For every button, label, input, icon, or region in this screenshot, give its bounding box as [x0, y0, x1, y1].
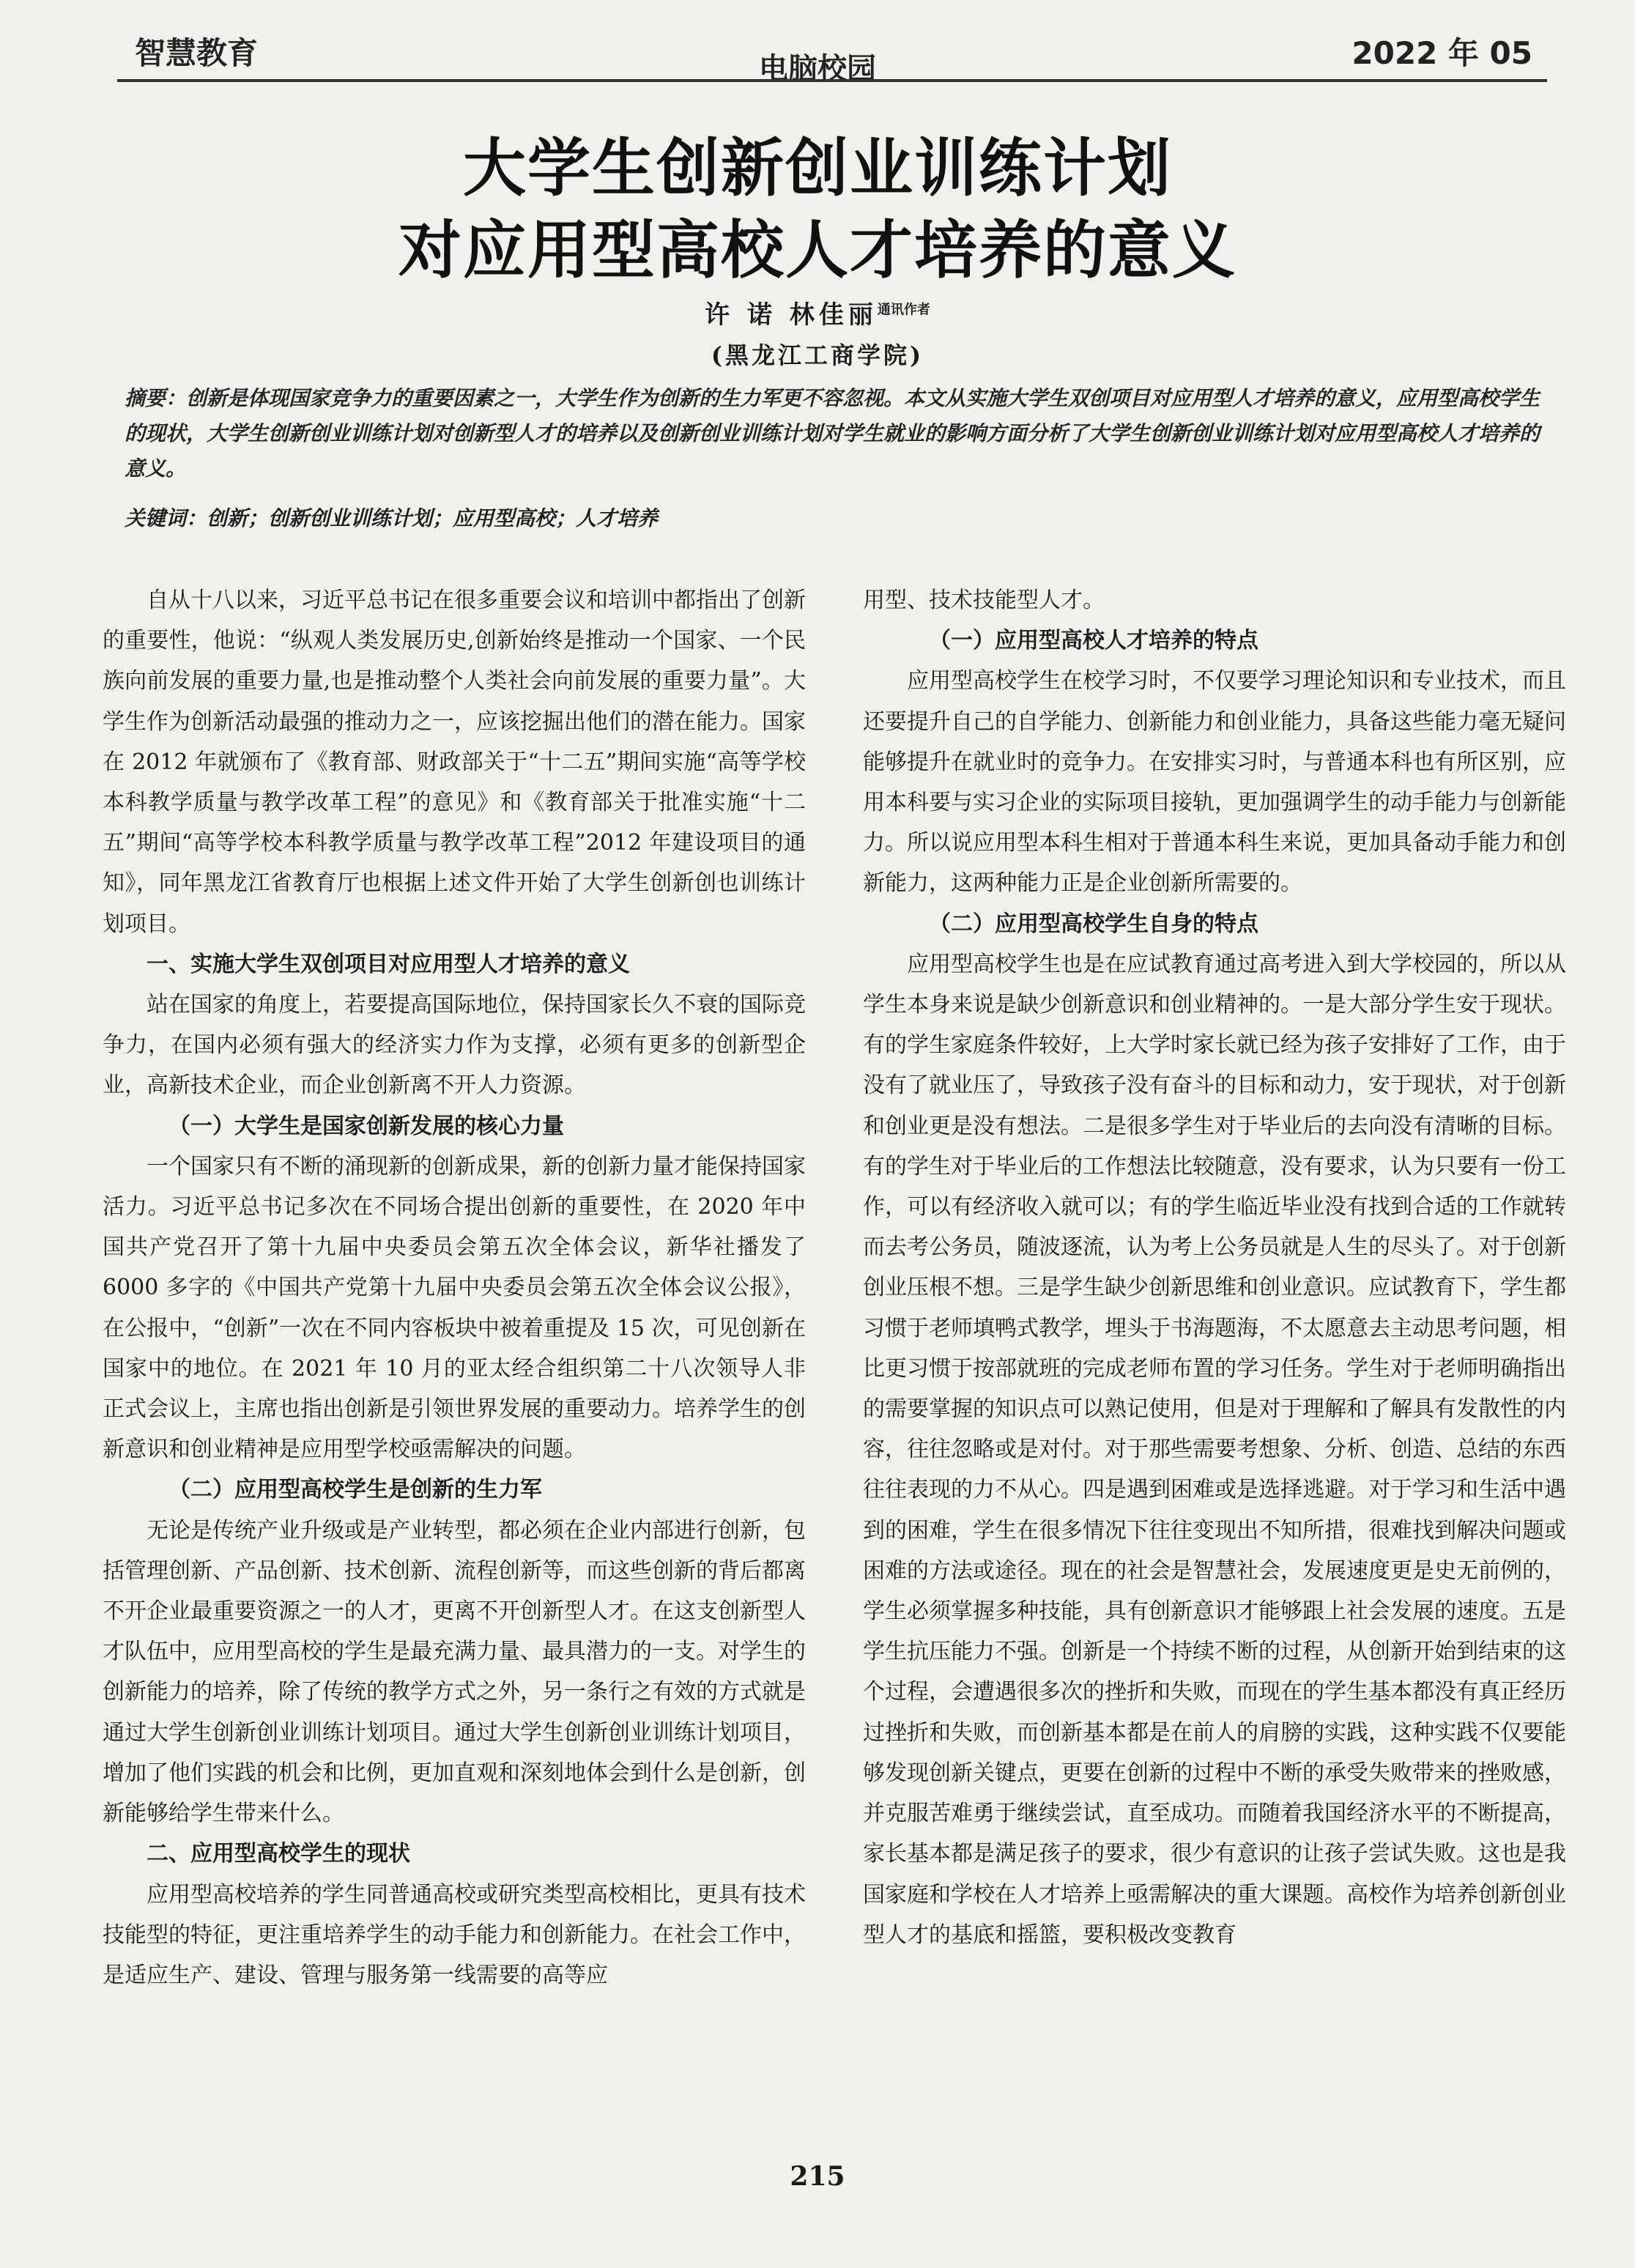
header-rule: [117, 79, 1547, 82]
abstract: 摘要：创新是体现国家竞争力的重要因素之一，大学生作为创新的生力军更不容忽视。本文从实施大学生双创项目对应用型人才培养的意义，应用型高校学生的现状，大学生创新创业训练计划对创新型人才的培养以及创新创业训练计划对学生就业的影响方面分析了大学生创新创业训练计划对应用型高校人才培养的意义。: [125, 386, 1541, 481]
affiliation: (黑龙江工商学院): [711, 341, 924, 369]
paragraph: 站在国家的角度上，若要提高国际地位，保持国家长久不衰的国际竞争力，在国内必须有强大的经济实力作为支撑，必须有更多的创新型企业，高新技术企业，而企业创新离不开人力资源。: [103, 992, 806, 1099]
section-heading: 二、应用型高校学生的现状: [147, 1841, 410, 1867]
page-number: 215: [790, 2161, 845, 2192]
article-title-line-1: 大学生创新创业训练计划: [463, 132, 1172, 205]
paragraph: 用型、技术技能型人才。: [863, 588, 1105, 613]
subsection-heading: （一）大学生是国家创新发展的核心力量: [168, 1113, 564, 1139]
journal-name: 电脑校园: [759, 52, 876, 86]
paragraph: 一个国家只有不断的涌现新的创新成果，新的创新力量才能保持国家活力。习近平总书记多次在不同场合提出创新的重要性，在 2020 年中国共产党召开了第十九届中央委员会第五次全体会议，新华社播发了 6000 多字的《中国共产党第十九届中央委员会第五次全体会议公报》，在公报中，“创新”一次在不同内容板块中被着重提及 15 次，可见创新在国家中的地位。在 2021 年 10 月的亚太经合组织第二十八次领导人非正式会议上，主席也指出创新是引领世界发展的重要动力。培养学生的创新意识和创业精神是应用型学校亟需解决的问题。: [103, 1153, 806, 1463]
paragraph: 应用型高校学生在校学习时，不仅要学习理论知识和专业技术，而且还要提升自己的自学能力、创新能力和创业能力，具备这些能力毫无疑问能够提升在就业时的竞争力。在安排实习时，与普通本科也有所区别，应用本科要与实习企业的实际项目接轨，更加强调学生的动手能力与创新能力。所以说应用型本科生相对于普通本科生来说，更加具备动手能力和创新能力，这两种能力正是企业创新所需要的。: [863, 668, 1566, 897]
authors: [0, 294, 1635, 330]
subsection-heading: （二）应用型高校学生自身的特点: [929, 911, 1258, 937]
left-column: [103, 580, 806, 1995]
journal-section-label: 智慧教育: [135, 35, 259, 71]
subsection-heading: （二）应用型高校学生是创新的生力军: [168, 1477, 542, 1503]
paragraph: 无论是传统产业升级或是产业转型，都必须在企业内部进行创新，包括管理创新、产品创新、技术创新、流程创新等，而这些创新的背后都离不开企业最重要资源之一的人才，更离不开创新型人才。在这支创新型人才队伍中，应用型高校的学生是最充满力量、最具潜力的一支。对学生的创新能力的培养，除了传统的教学方式之外，另一条行之有效的方式就是通过大学生创新创业训练计划项目。通过大学生创新创业训练计划项目，增加了他们实践的机会和比例，更加直观和深刻地体会到什么是创新，创新能够给学生带来什么。: [103, 1517, 806, 1827]
keywords: 关键词：创新；创新创业训练计划；应用型高校；人才培养: [125, 506, 659, 530]
author-names: 许 诺 林佳丽: [705, 300, 878, 330]
right-column: [863, 580, 1566, 1955]
paragraph: 应用型高校培养的学生同普通高校或研究类型高校相比，更具有技术技能型的特征，更注重培养学生的动手能力和创新能力。在社会工作中，是适应生产、建设、管理与服务第一线需要的高等应: [103, 1881, 806, 1988]
author-note: 通讯作者: [877, 302, 930, 318]
paragraph: 应用型高校学生也是在应试教育通过高考进入到大学校园的，所以从学生本身来说是缺少创新意识和创业精神的。一是大部分学生安于现状。有的学生家庭条件较好，上大学时家长就已经为孩子安排好了工作，由于没有了就业压了，导致孩子没有奋斗的目标和动力，安于现状，对于创新和创业更是没有想法。二是很多学生对于毕业后的去向没有清晰的目标。有的学生对于毕业后的工作想法比较随意，没有要求，认为只要有一份工作，可以有经济收入就可以；有的学生临近毕业没有找到合适的工作就转而去考公务员，随波逐流，认为考上公务员就是人生的尽头了。对于创新创业压根不想。三是学生缺少创新思维和创业意识。应试教育下，学生都习惯于老师填鸭式教学，埋头于书海题海，不太愿意去主动思考问题，相比更习惯于按部就班的完成老师布置的学习任务。学生对于老师明确指出的需要掌握的知识点可以熟记使用，但是对于理解和了解具有发散性的内容，往往忽略或是对付。对于那些需要考想象、分析、创造、总结的东西往往表现的力不从心。四是遇到困难或是选择逃避。对于学习和生活中遇到的困难，学生在很多情况下往往变现出不知所措，很难找到解决问题或困难的方法或途径。现在的社会是智慧社会，发展速度更是史无前例的，学生必须掌握多种技能，具有创新意识才能够跟上社会发展的速度。五是学生抗压能力不强。创新是一个持续不断的过程，从创新开始到结束的这个过程，会遭遇很多次的挫折和失败，而现在的学生基本都没有真正经历过挫折和失败，而创新基本都是在前人的肩膀的实践，这种实践不仅要能够发现创新关键点，更要在创新的过程中不断的承受失败带来的挫败感，并克服苦难勇于继续尝试，直至成功。而随着我国经济水平的不断提高，家长基本都是满足孩子的要求，很少有意识的让孩子尝试失败。这也是我国家庭和学校在人才培养上亟需解决的重大课题。高校作为培养创新创业型人才的基底和摇篮，要积极改变教育: [863, 951, 1566, 1948]
section-heading: 一、实施大学生双创项目对应用型人才培养的意义: [147, 951, 630, 977]
paragraph: 自从十八以来，习近平总书记在很多重要会议和培训中都指出了创新的重要性，他说：“纵观人类发展历史,创新始终是推动一个国家、一个民族向前发展的重要力量,也是推动整个人类社会向前发展的重要力量”。大学生作为创新活动最强的推动力之一，应该挖掘出他们的潜在能力。国家在 2012 年就颁布了《教育部、财政部关于“十二五”期间实施“高等学校本科教学质量与教学改革工程”的意见》和《教育部关于批准实施“十二五”期间“高等学校本科教学质量与教学改革工程”2012 年建设项目的通知》，同年黑龙江省教育厅也根据上述文件开始了大学生创新创也训练计划项目。: [103, 588, 806, 937]
article-title-line-2: 对应用型高校人才培养的意义: [398, 214, 1237, 287]
subsection-heading: （一）应用型高校人才培养的特点: [929, 628, 1258, 654]
issue-date: 2022 年 05: [1352, 35, 1532, 71]
